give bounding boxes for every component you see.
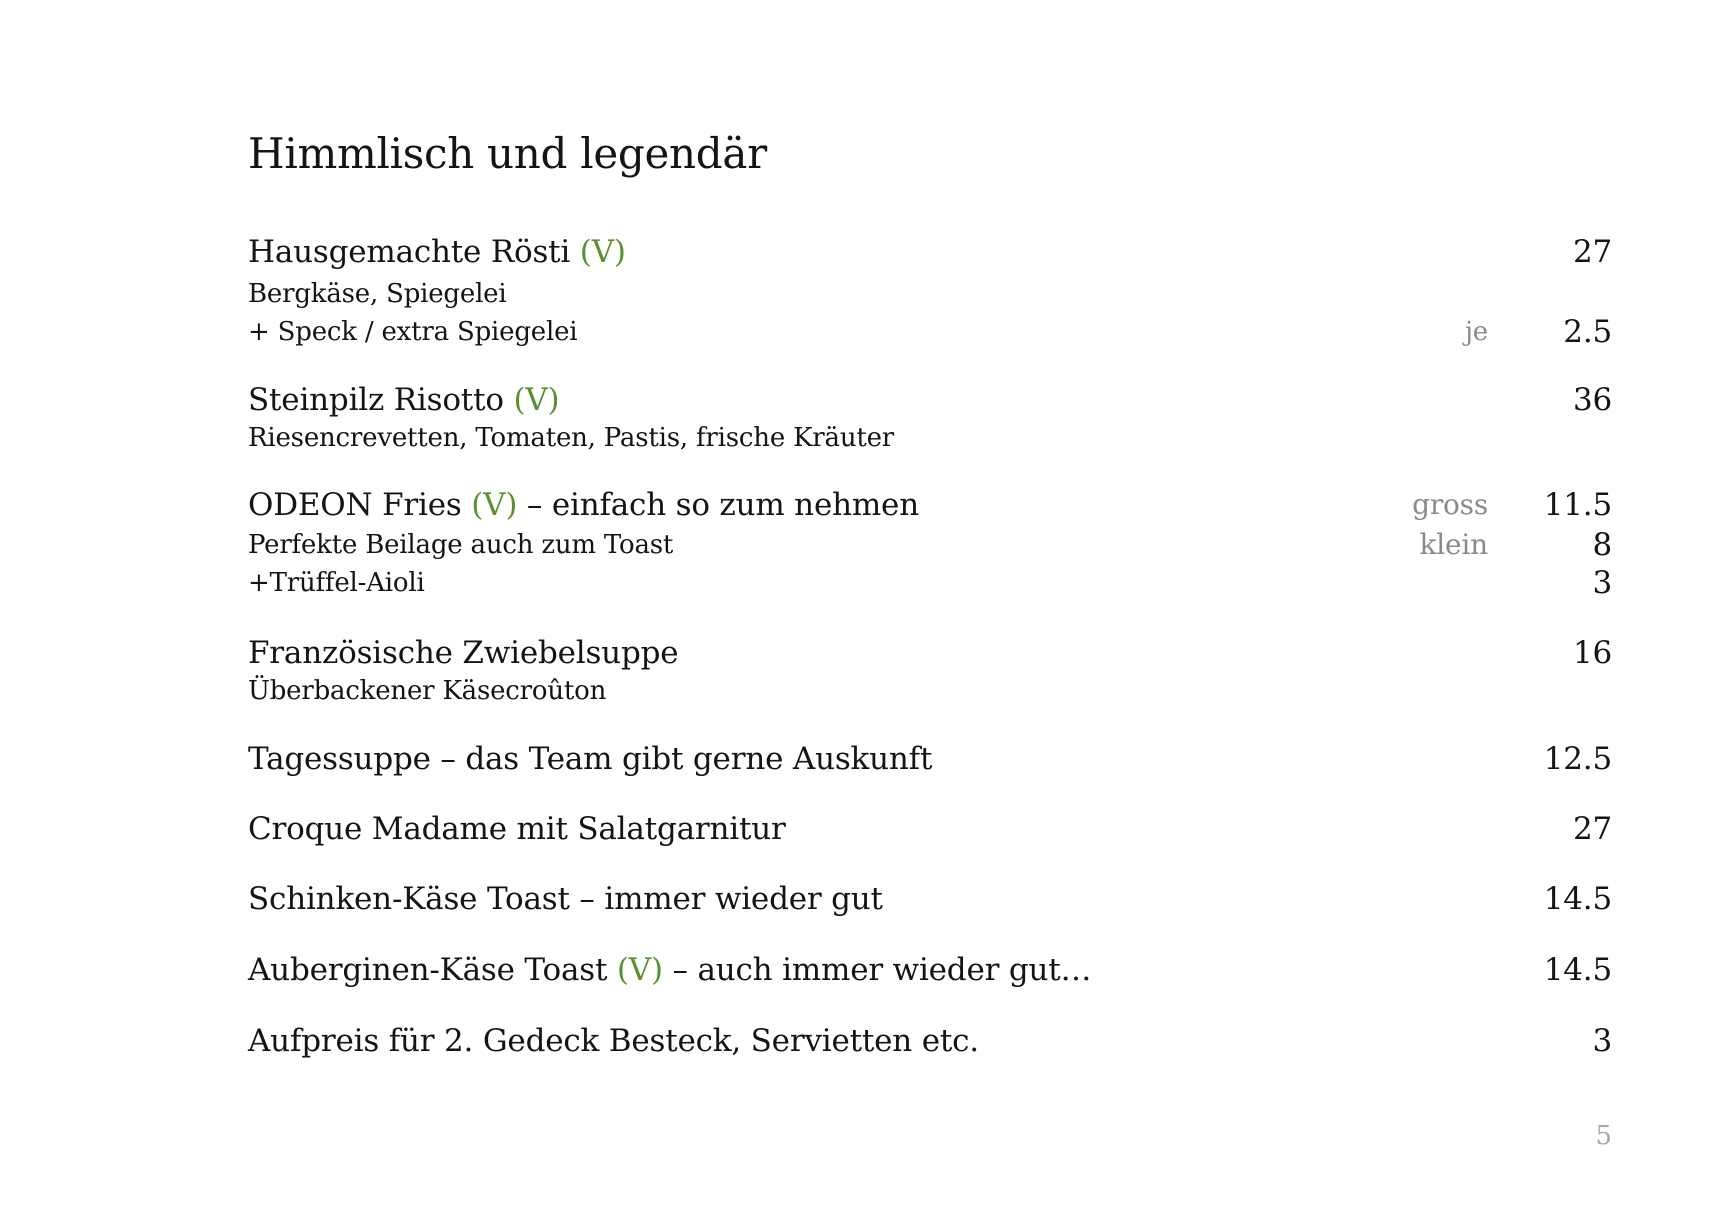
item-name: ODEON Fries (248, 487, 462, 523)
menu-item-roesti (248, 230, 1612, 274)
extra-price: 2.5 (1563, 314, 1612, 350)
price-qualifier: gross (1412, 488, 1488, 521)
vegetarian-mark: (V) (579, 234, 626, 270)
item-name: Tagessuppe – das Team gibt gerne Auskunft (248, 741, 933, 777)
price-qualifier: klein (1419, 528, 1488, 561)
item-extra (248, 565, 1612, 601)
item-name: Aufpreis für 2. Gedeck Besteck, Servietten etc. (248, 1023, 979, 1059)
vegetarian-mark: (V) (471, 487, 518, 523)
item-suffix: – auch immer wieder gut… (672, 952, 1092, 988)
item-price: 8 (1592, 527, 1612, 563)
item-description: Riesencrevetten, Tomaten, Pastis, frische Kräuter (248, 423, 895, 453)
menu-item-eggplant-toast (248, 948, 1612, 992)
item-suffix: – einfach so zum nehmen (526, 487, 919, 523)
extra-label: +Trüffel-Aioli (248, 568, 425, 598)
menu-item-croque (248, 807, 1612, 851)
item-price: 14.5 (1543, 881, 1612, 917)
menu-item-risotto (248, 378, 1612, 422)
item-price: 27 (1572, 234, 1612, 270)
item-price: 27 (1572, 811, 1612, 847)
item-price: 11.5 (1543, 487, 1612, 523)
extra-label: + Speck / extra Spiegelei (248, 317, 578, 347)
menu-item-onion-soup (248, 631, 1612, 675)
item-name: Hausgemachte Rösti (248, 234, 571, 270)
item-description: Perfekte Beilage auch zum Toast klein 8 (248, 527, 1612, 563)
item-description: Bergkäse, Spiegelei (248, 279, 507, 309)
item-name: Steinpilz Risotto (248, 382, 504, 418)
extra-price: 3 (1592, 565, 1612, 601)
item-price: 3 (1592, 1023, 1612, 1059)
price-qualifier: je (1464, 317, 1488, 347)
item-price: 14.5 (1543, 952, 1612, 988)
item-name: Schinken-Käse Toast – immer wieder gut (248, 881, 883, 917)
menu-item-ham-toast (248, 877, 1612, 921)
item-price: 36 (1572, 382, 1612, 418)
item-description: Überbackener Käsecroûton (248, 676, 607, 706)
item-name: Auberginen-Käse Toast (248, 952, 608, 988)
item-price: 16 (1572, 635, 1612, 671)
menu-item-cover-charge (248, 1019, 1612, 1063)
vegetarian-mark: (V) (513, 382, 560, 418)
item-name: Französische Zwiebelsuppe (248, 635, 679, 671)
page-title: Himmlisch und legendär (248, 129, 767, 178)
menu-item-soup-of-day (248, 737, 1612, 781)
item-price: 12.5 (1543, 741, 1612, 777)
item-extra (248, 314, 1612, 350)
item-name: Croque Madame mit Salatgarnitur (248, 811, 786, 847)
page-number: 5 (1595, 1121, 1612, 1151)
menu-item-fries (248, 483, 1612, 527)
vegetarian-mark: (V) (616, 952, 663, 988)
